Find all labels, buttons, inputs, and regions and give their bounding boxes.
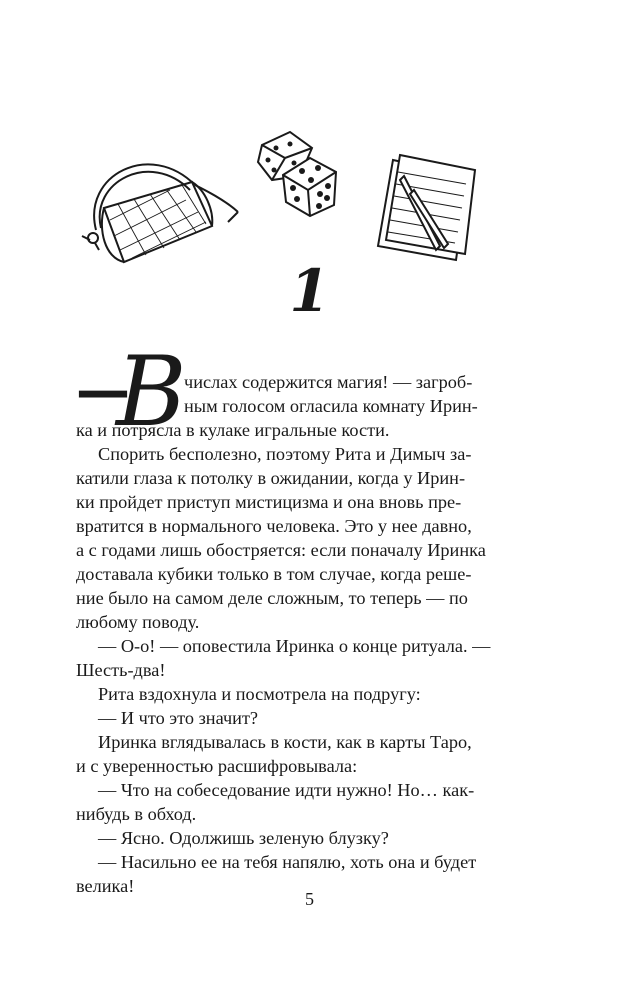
drop-cap: В <box>116 336 187 448</box>
handbag-icon <box>82 164 238 262</box>
text-line: ки пройдет приступ мистицизма и она вновь пре- <box>76 492 462 512</box>
text-line: — О-о! — оповестила Иринка о конце ритуала. — <box>98 636 491 656</box>
text-line: доставала кубики только в том случае, когда реше- <box>76 564 472 584</box>
chapter-illustrations <box>0 0 619 300</box>
text-line: Спорить бесполезно, поэтому Рита и Димыч за- <box>98 444 472 464</box>
text-line: и с уверенностью расшифровывала: <box>76 756 358 776</box>
papers-pencil-icon <box>378 155 475 260</box>
text-line: Шесть-два! <box>76 660 166 680</box>
text-line: катили глаза к потолку в ожидании, когда у Ирин- <box>76 468 466 488</box>
text-line: нибудь в обход. <box>76 804 197 824</box>
text-line: — Что на собеседование идти нужно! Но… как- <box>98 780 475 800</box>
text-line: ние было на самом деле сложным, то теперь — по <box>76 588 468 608</box>
opening-dash: — <box>76 359 130 422</box>
dice-icon <box>258 132 336 216</box>
text-line: ка и потрясла в кулаке игральные кости. <box>76 420 390 440</box>
text-line: — Ясно. Одолжишь зеленую блузку? <box>98 828 389 848</box>
text-line: вратится в нормального человека. Это у нее давно, <box>76 516 472 536</box>
text-line: любому поводу. <box>76 612 200 632</box>
text-line: велика! <box>76 876 135 896</box>
text-line: — Насильно ее на тебя напялю, хоть она и будет <box>98 852 477 872</box>
text-line: Рита вздохнула и посмотрела на подругу: <box>98 684 421 704</box>
text-line: а с годами лишь обостряется: если поначалу Иринка <box>76 540 486 560</box>
chapter-number: 1 <box>289 257 330 325</box>
text-line: Иринка вглядывалась в кости, как в карты Таро, <box>98 732 472 752</box>
page-number: 5 <box>305 889 314 909</box>
text-line: ным голосом огласила комнату Ирин- <box>184 396 478 416</box>
text-line: числах содержится магия! — загроб- <box>184 372 473 392</box>
text-line: — И что это значит? <box>98 708 259 728</box>
